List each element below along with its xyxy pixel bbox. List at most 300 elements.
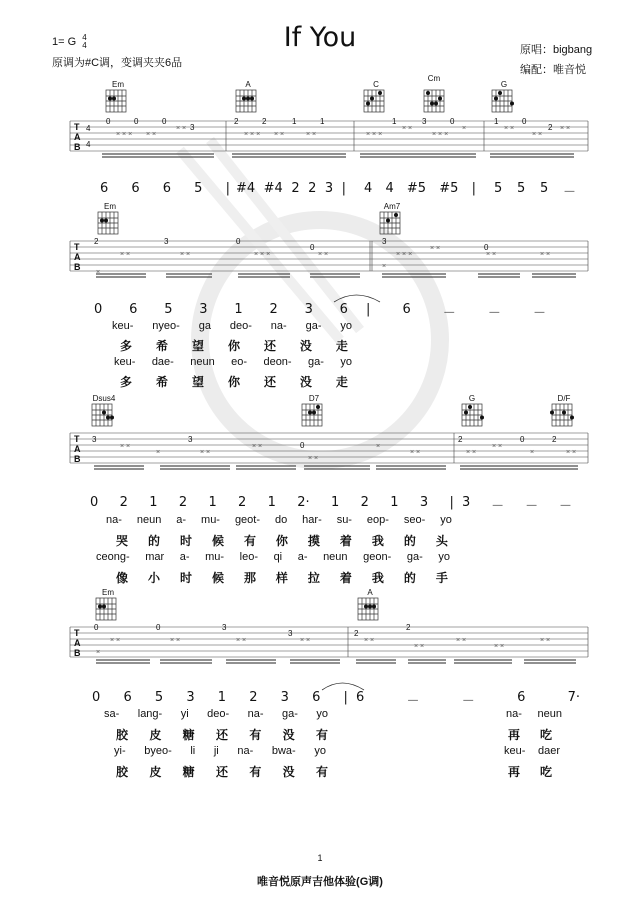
lyric: 的 — [403, 534, 416, 548]
lyric-line — [116, 726, 328, 743]
note: 6 — [131, 181, 140, 196]
note: 0 — [94, 302, 103, 317]
dash: － — [558, 499, 572, 514]
lyric: keu- — [112, 320, 134, 332]
singer: bigbang — [553, 44, 593, 56]
lyric: na- — [506, 708, 522, 720]
svg-text:× × ×: × × × — [366, 131, 383, 138]
jianpu-line — [92, 690, 348, 705]
tab-fret: 0 — [484, 243, 489, 252]
lyric-line — [114, 356, 352, 368]
tab-letter: B — [74, 454, 81, 464]
credits — [520, 40, 592, 80]
lyric: li — [190, 745, 196, 757]
tab-fret: 3 — [422, 118, 427, 126]
lyric: yo — [340, 320, 352, 332]
svg-text:× ×: × × — [492, 443, 503, 450]
tab-fret: 2 — [94, 238, 99, 246]
chord-diagrams-row-1 — [0, 88, 640, 118]
note: 1 — [208, 495, 217, 510]
lyric: 糖 — [182, 728, 195, 742]
lyric: dae- — [151, 356, 174, 368]
lyric: 还 — [263, 339, 276, 353]
jianpu-line — [356, 690, 580, 709]
chord-diagrams-row-3 — [0, 402, 640, 430]
tab-fret: 3 — [190, 123, 195, 132]
note: 2 — [249, 690, 258, 705]
lyric-line — [508, 726, 552, 743]
lyric: ji — [213, 745, 219, 757]
svg-text:× ×: × × — [308, 455, 319, 462]
lyric: 小 — [147, 571, 160, 585]
svg-text:× × ×: × × × — [396, 251, 413, 258]
chord-name: D7 — [308, 394, 320, 403]
tab-fret: 1 — [320, 118, 325, 126]
lyric: mu- — [201, 514, 220, 526]
note: 5 — [154, 690, 164, 705]
lyric: 有 — [243, 534, 256, 548]
chord-name: C — [373, 80, 379, 89]
tab-fret: 2 — [458, 435, 463, 444]
lyric: 我 — [371, 534, 384, 548]
svg-text:×: × — [376, 443, 381, 450]
svg-text:× ×: × × — [540, 637, 551, 644]
lyric: neun — [136, 514, 162, 526]
svg-text:× ×: × × — [540, 251, 551, 258]
note: #5 — [406, 181, 427, 196]
svg-text:× × ×: × × × — [432, 131, 449, 138]
lyric: eo- — [231, 356, 248, 368]
arranger: 唯音悦 — [553, 64, 586, 76]
chord-name: Em — [102, 588, 114, 597]
svg-text:×: × — [96, 649, 101, 656]
lyric: 你 — [275, 534, 288, 548]
lyric: 没 — [282, 728, 295, 742]
lyric: yi — [180, 708, 189, 720]
chord-diagram — [106, 90, 512, 112]
svg-text:× ×: × × — [566, 449, 577, 456]
svg-text:×: × — [96, 269, 101, 276]
key-signature — [52, 34, 87, 50]
lyric: ga- — [281, 708, 298, 720]
tab-fret: 0 — [450, 118, 455, 126]
lyric: lang- — [137, 708, 163, 720]
tab-letter: T — [74, 122, 80, 132]
note: 3 — [324, 181, 334, 196]
lyric: mar — [145, 551, 165, 563]
lyric: 走 — [335, 375, 348, 389]
lyric: ga — [198, 320, 211, 332]
lyric: su- — [336, 514, 352, 526]
lyric: a- — [176, 514, 187, 526]
note: 1 — [217, 690, 227, 705]
lyric: ga- — [308, 356, 324, 368]
note: 2 — [291, 181, 300, 196]
lyric-line — [96, 551, 450, 563]
note: 1 — [234, 302, 243, 317]
note: 2 — [238, 495, 247, 510]
lyric: 样 — [275, 571, 288, 585]
key-label: 1= G — [52, 35, 77, 48]
note: #4 — [263, 181, 283, 196]
chord-name: G — [500, 80, 508, 89]
tab-letter: A — [74, 638, 81, 648]
lyric: na- — [270, 320, 287, 332]
chord-diagrams-row-4 — [0, 596, 640, 624]
svg-text:× ×: × × — [560, 125, 571, 132]
note: 6 — [356, 690, 365, 705]
page-number: 1 — [317, 853, 323, 863]
note: 4 — [385, 181, 394, 196]
lyric: neun — [323, 551, 348, 563]
lyric: yo — [440, 514, 452, 526]
lyric: deo- — [207, 708, 230, 720]
lyric: 有 — [315, 765, 328, 779]
tab-fret: 0 — [300, 441, 305, 450]
note: 6 — [339, 302, 348, 317]
jianpu-measure — [236, 181, 346, 196]
lyric-line — [112, 320, 352, 332]
svg-text:×: × — [462, 125, 467, 132]
svg-text:× ×: × × — [318, 251, 329, 258]
lyric: har- — [302, 514, 322, 526]
note: 1 — [331, 495, 340, 510]
lyric: na- — [247, 708, 264, 720]
note: 3 — [419, 495, 429, 510]
tab-letter: A — [74, 252, 81, 262]
lyric: 吃 — [539, 765, 552, 779]
tab-letter: T — [74, 628, 80, 638]
note: 2 — [308, 181, 317, 196]
note: 6 — [162, 181, 172, 196]
tab-fret: 3 — [382, 238, 387, 246]
chord-name: A — [367, 588, 373, 597]
barline: | — [343, 690, 348, 705]
svg-text:× ×: × × — [414, 643, 425, 650]
lyric: deon- — [263, 356, 292, 368]
svg-text:× ×: × × — [466, 449, 477, 456]
lyric: ga- — [305, 320, 322, 332]
svg-text:× × ×: × × × — [244, 131, 261, 138]
lyric: 的 — [147, 534, 160, 548]
lyric: yo — [316, 708, 328, 720]
tab-letter: B — [74, 262, 81, 272]
dash: － — [461, 694, 475, 709]
tab-fret: 0 — [522, 118, 527, 126]
chord-diagrams-row-2 — [0, 210, 640, 238]
chord-name: Am7 — [383, 202, 401, 211]
lyric-line — [504, 745, 560, 757]
tab-fret: 2 — [262, 118, 267, 126]
lyric: 望 — [191, 339, 204, 353]
lyric: 有 — [249, 765, 262, 779]
svg-text:× ×: × × — [200, 449, 211, 456]
lyric-line — [116, 569, 448, 586]
svg-text:×: × — [156, 449, 161, 456]
dash: － — [442, 306, 456, 321]
svg-text:× ×: × × — [252, 443, 263, 450]
lyric: neun — [537, 708, 562, 720]
lyric: geot- — [234, 514, 261, 526]
lyric: yo — [314, 745, 326, 757]
dash: － — [525, 499, 539, 514]
jianpu-measure — [100, 181, 230, 196]
lyric: 我 — [371, 571, 384, 585]
lyric: 还 — [263, 375, 276, 389]
svg-text:× ×: × × — [364, 637, 375, 644]
tab-fret: 0 — [134, 118, 139, 126]
lyric: 没 — [282, 765, 295, 779]
note: 3 — [304, 302, 313, 317]
chord-name: Em — [104, 202, 116, 211]
tab-fret: 1 — [392, 118, 397, 126]
lyric: 希 — [155, 339, 168, 353]
jianpu-measure — [494, 181, 576, 200]
lyric: neun — [190, 356, 215, 368]
lyric: 像 — [116, 571, 129, 585]
svg-text:× ×: × × — [120, 251, 131, 258]
svg-text:× ×: × × — [456, 637, 467, 644]
lyric: 胶 — [116, 728, 129, 742]
jianpu-line — [366, 302, 546, 321]
note: 6 — [517, 690, 526, 705]
lyric-line — [508, 763, 552, 780]
tab-fret: 0 — [156, 624, 161, 632]
chord-name: Em — [112, 80, 124, 89]
note: 6 — [100, 181, 109, 196]
lyric-line — [114, 745, 326, 757]
lyric-line — [104, 708, 328, 720]
arranger-label: 编配： — [520, 64, 553, 76]
lyric: yo — [438, 551, 450, 563]
note: 5 — [539, 181, 549, 196]
tab-fret: 2 — [234, 118, 239, 126]
singer-label: 原唱： — [520, 44, 553, 56]
note: 2 — [269, 302, 278, 317]
svg-text:× ×: × × — [402, 125, 413, 132]
lyric: 皮 — [149, 765, 162, 779]
svg-text:× ×: × × — [110, 637, 121, 644]
jianpu-line — [94, 302, 348, 317]
dash: － — [406, 694, 420, 709]
svg-text:× ×: × × — [410, 449, 421, 456]
note: 5 — [194, 181, 203, 196]
chord-name: G — [468, 394, 476, 403]
note: 5 — [164, 302, 173, 317]
svg-text:× ×: × × — [176, 125, 187, 132]
lyric: a- — [297, 551, 308, 563]
chord-name: A — [245, 80, 251, 89]
note: 0 — [90, 495, 99, 510]
lyric: 拉 — [307, 571, 320, 585]
lyric-line — [120, 337, 348, 354]
lyric: keu- — [504, 745, 526, 757]
lyric: 哭 — [116, 534, 129, 548]
lyric: 的 — [403, 571, 416, 585]
svg-text:× ×: × × — [532, 131, 543, 138]
lyric: 多 — [120, 375, 133, 389]
lyric: 走 — [335, 339, 348, 353]
svg-text:×: × — [530, 449, 535, 456]
lyric: 皮 — [149, 728, 162, 742]
tab-fret: 0 — [106, 118, 111, 126]
lyric: 着 — [339, 571, 352, 585]
tab-time-sig: 4 — [86, 124, 91, 133]
chord-name: Cm — [427, 74, 441, 83]
jianpu-line — [90, 495, 454, 510]
note: #4 — [236, 181, 256, 196]
note: 6 — [402, 302, 411, 317]
lyric: 再 — [508, 728, 521, 742]
note: 7· — [567, 690, 580, 705]
svg-text:× × ×: × × × — [116, 131, 133, 138]
lyric: 吃 — [539, 728, 552, 742]
tab-fret: 2 — [406, 624, 411, 632]
tab-letter: A — [74, 444, 81, 454]
svg-text:× ×: × × — [504, 125, 515, 132]
lyric: 还 — [215, 765, 228, 779]
lyric: 头 — [435, 534, 448, 548]
tab-fret: 0 — [236, 238, 241, 246]
jianpu-measure — [364, 181, 476, 196]
dash: － — [532, 306, 546, 321]
song-title: If You — [283, 22, 357, 53]
lyric: 再 — [508, 765, 521, 779]
svg-text:× ×: × × — [306, 131, 317, 138]
tab-fret: 1 — [292, 118, 297, 126]
svg-text:× ×: × × — [120, 443, 131, 450]
lyric: 没 — [299, 339, 312, 353]
lyric: keu- — [114, 356, 136, 368]
lyric: 希 — [155, 375, 168, 389]
lyric: qi — [273, 551, 283, 563]
chord-name: Dsus4 — [92, 394, 116, 403]
lyric-line — [120, 373, 348, 390]
time-sig-top: 4 — [82, 33, 87, 42]
tab-fret: 0 — [162, 118, 167, 126]
tab-fret: 3 — [222, 624, 227, 632]
barline: | — [449, 495, 454, 510]
lyric: a- — [179, 551, 190, 563]
tab-letter: B — [74, 142, 81, 152]
barline: | — [471, 181, 476, 196]
footer-text: 唯音悦原声吉他体验(G调) — [257, 876, 383, 888]
lyric: 没 — [299, 375, 312, 389]
tab-fret: 0 — [520, 435, 525, 444]
lyric: geon- — [363, 551, 392, 563]
note: 1 — [390, 495, 399, 510]
lyric: 你 — [227, 339, 240, 353]
lyric-line — [116, 763, 328, 780]
tab-fret: 3 — [164, 238, 169, 246]
note: 5 — [516, 181, 526, 196]
lyric: yo — [340, 356, 352, 368]
tab-fret: 3 — [188, 435, 193, 444]
lyric: ceong- — [96, 551, 130, 563]
lyric: daer — [537, 745, 560, 757]
lyric-line — [116, 532, 448, 549]
note: 1 — [267, 495, 276, 510]
tab-fret: 2 — [548, 123, 553, 132]
lyric: nyeo- — [152, 320, 180, 332]
tab-letter: T — [74, 434, 80, 444]
note: 2 — [360, 495, 369, 510]
tab-staff-2 — [0, 238, 640, 286]
note: 5 — [494, 181, 503, 196]
barline: | — [366, 302, 371, 317]
svg-text:× ×: × × — [494, 643, 505, 650]
tab-letter: A — [74, 132, 81, 142]
lyric: 有 — [315, 728, 328, 742]
lyric: deo- — [229, 320, 252, 332]
tab-fret: 3 — [288, 629, 293, 638]
svg-text:× ×: × × — [236, 637, 247, 644]
tab-time-sig: 4 — [86, 140, 91, 149]
barline: | — [341, 181, 346, 196]
note: 3 — [199, 302, 208, 317]
svg-text:×: × — [382, 263, 387, 270]
lyric: eop- — [366, 514, 389, 526]
svg-text:× ×: × × — [146, 131, 157, 138]
tab-fret: 0 — [310, 243, 315, 252]
tab-fret: 2 — [354, 629, 359, 638]
jianpu-line — [462, 495, 572, 514]
lyric: 候 — [211, 571, 224, 585]
note: 6 — [129, 302, 138, 317]
lyric: 胶 — [116, 765, 129, 779]
note: 3 — [186, 690, 195, 705]
note: 1 — [149, 495, 158, 510]
lyric: 有 — [249, 728, 262, 742]
note: #5 — [439, 181, 459, 196]
svg-text:× ×: × × — [430, 245, 441, 252]
lyric: seo- — [403, 514, 426, 526]
lyric: 手 — [435, 571, 448, 585]
tab-staff-3 — [0, 430, 640, 478]
svg-text:× ×: × × — [170, 637, 181, 644]
lyric: 望 — [191, 375, 204, 389]
dash: － — [487, 306, 501, 321]
note: 6 — [312, 690, 321, 705]
svg-text:× × ×: × × × — [254, 251, 271, 258]
tab-fret: 3 — [92, 435, 97, 444]
lyric: 着 — [339, 534, 352, 548]
note: 2· — [297, 495, 310, 510]
svg-text:× ×: × × — [274, 131, 285, 138]
note: 3 — [462, 495, 471, 510]
original-key-note: 原调为#C调，变调夹夹6品 — [52, 57, 183, 69]
lyric: 时 — [179, 571, 192, 585]
svg-text:× ×: × × — [486, 251, 497, 258]
tab-letter: T — [74, 242, 80, 252]
tab-fret: 1 — [494, 118, 499, 126]
note: 3 — [280, 690, 289, 705]
lyric: 多 — [120, 339, 133, 353]
lyric: 还 — [215, 728, 228, 742]
time-sig-bottom: 4 — [82, 41, 87, 50]
svg-text:× ×: × × — [180, 251, 191, 258]
note: 2 — [119, 495, 128, 510]
lyric: sa- — [104, 708, 120, 720]
tab-fret: 2 — [552, 435, 557, 444]
lyric: 摸 — [307, 534, 320, 548]
note: 6 — [123, 690, 132, 705]
lyric: byeo- — [144, 745, 172, 757]
lyric: na- — [237, 745, 254, 757]
lyric: na- — [106, 514, 122, 526]
dash: － — [562, 185, 576, 200]
note: 4 — [364, 181, 373, 196]
